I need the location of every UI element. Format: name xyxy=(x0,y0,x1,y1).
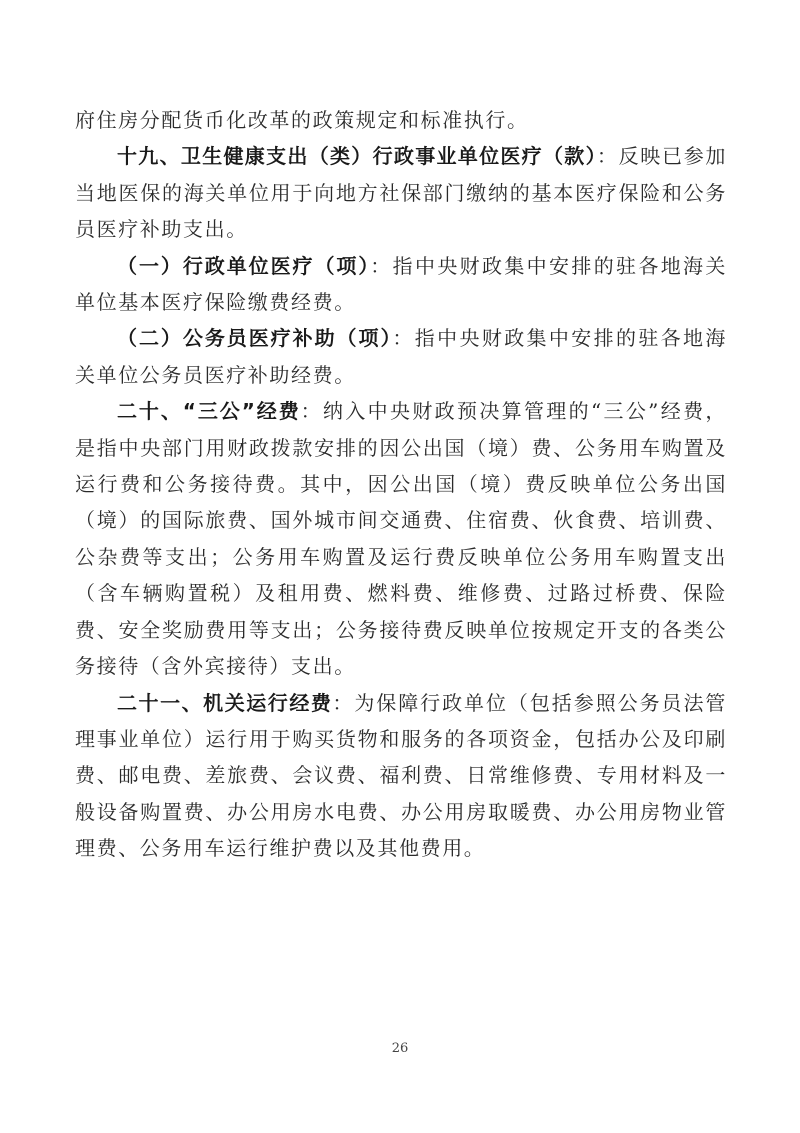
document-body xyxy=(75,102,727,867)
paragraph-text: ：指中央财政集中安排的驻各地海关单位公务员医疗补助经费。 xyxy=(75,326,727,387)
paragraph-text: ：纳入中央财政预决算管理的“三公”经费，是指中央部门用财政拨款安排的因公出国（境）费、公务用车购置及运行费和公务接待费。其中，因公出国（境）费反映单位公务出国（境）的国际旅费、国外城市间交通费、住宿费、伙食费、培训费、公杂费等支出；公务用车购置及运行费反映单位公务用车购置支出（含车辆购置税）及租用费、燃料费、维修费、过路过桥费、保险费、安全奖励费用等支出；公务接待费反映单位按规定开支的各类公务接待（含外宾接待）支出。 xyxy=(75,399,727,679)
section-heading: （二）公务员医疗补助（项） xyxy=(117,326,393,351)
section-heading: 二十一、机关运行经费 xyxy=(117,690,333,715)
paragraph-text: 府住房分配货币化改革的政策规定和标准执行。 xyxy=(75,108,529,132)
paragraph-section-19-1 xyxy=(75,248,727,321)
section-heading: （一）行政单位医疗（项） xyxy=(117,253,371,278)
paragraph-text: ：指中央财政集中安排的驻各地海关单位基本医疗保险缴费经费。 xyxy=(75,253,727,315)
section-heading: 二十、“三公”经费 xyxy=(117,399,301,424)
section-heading: 十九、卫生健康支出（类）行政事业单位医疗（款） xyxy=(117,144,597,169)
page-number: 26 xyxy=(391,1041,409,1056)
paragraph-text: ：反映已参加当地医保的海关单位用于向地方社保部门缴纳的基本医疗保险和公务员医疗补助支出。 xyxy=(75,144,727,242)
paragraph-section-21 xyxy=(75,685,727,867)
paragraph-section-19-2 xyxy=(75,320,727,393)
paragraph-text: ：为保障行政单位（包括参照公务员法管理事业单位）运行用于购买货物和服务的各项资金，包括办公及印刷费、邮电费、差旅费、会议费、福利费、日常维修费、专用材料及一般设备购置费、办公用房水电费、办公用房取暖费、办公用房物业管理费、公务用车运行维护费以及其他费用。 xyxy=(75,690,727,861)
paragraph-continuation xyxy=(75,102,727,138)
paragraph-section-19 xyxy=(75,138,727,247)
paragraph-section-20 xyxy=(75,393,727,684)
